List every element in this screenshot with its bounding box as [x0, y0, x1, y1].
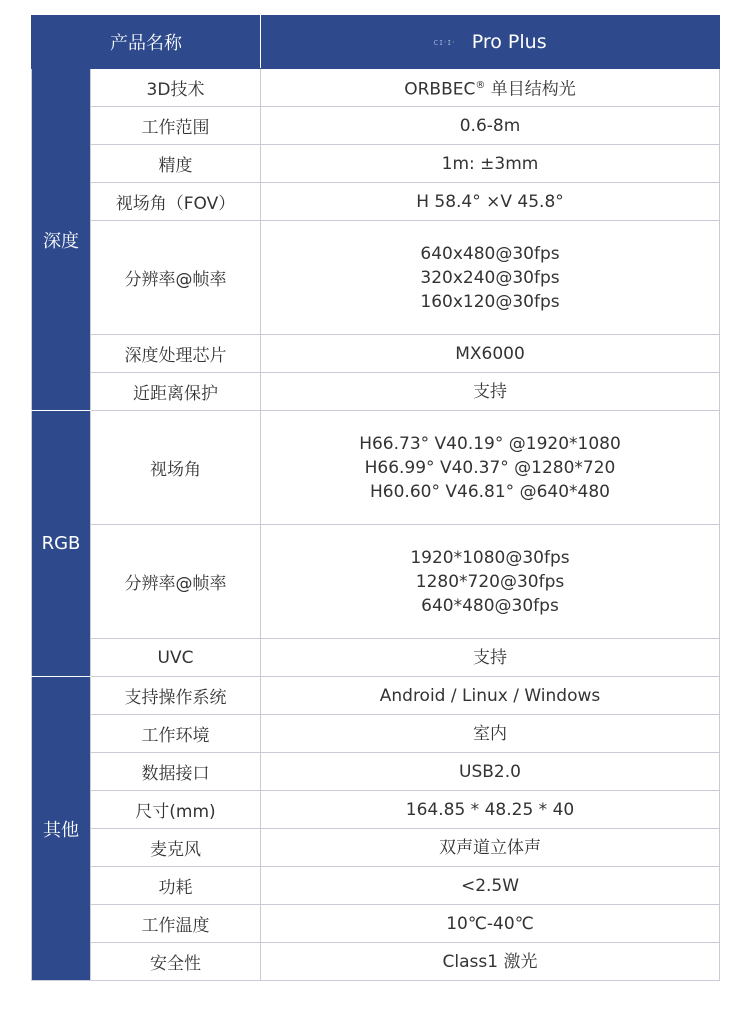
row-label: 深度处理芯片: [91, 335, 261, 373]
row-value: 1920*1080@30fps 1280*720@30fps 640*480@30fps: [261, 525, 720, 639]
row-value: 640x480@30fps 320x240@30fps 160x120@30fps: [261, 221, 720, 335]
table-row: [32, 221, 720, 335]
row-label: 视场角（FOV）: [91, 183, 261, 221]
category-depth: 深度: [32, 69, 91, 411]
category-other: 其他: [32, 677, 91, 981]
row-value: 支持: [261, 639, 720, 677]
spec-table: [31, 15, 720, 981]
row-label: 工作环境: [91, 715, 261, 753]
row-label: UVC: [91, 639, 261, 677]
table-row: [32, 183, 720, 221]
row-value: 10℃-40℃: [261, 905, 720, 943]
table-row: [32, 525, 720, 639]
row-label: 支持操作系统: [91, 677, 261, 715]
row-label: 精度: [91, 145, 261, 183]
header-product: [261, 16, 720, 69]
row-value: H66.73° V40.19° @1920*1080 H66.99° V40.37° @1280*720 H60.60° V46.81° @640*480: [261, 411, 720, 525]
table-row: [32, 107, 720, 145]
row-label: 分辨率@帧率: [91, 221, 261, 335]
header-label: 产品名称: [32, 16, 261, 69]
table-row: [32, 335, 720, 373]
table-row: [32, 411, 720, 525]
table-row: [32, 791, 720, 829]
row-label: 工作范围: [91, 107, 261, 145]
row-value: MX6000: [261, 335, 720, 373]
row-value: 支持: [261, 373, 720, 411]
row-value: 1m: ±3mm: [261, 145, 720, 183]
table-row: [32, 829, 720, 867]
row-value: ORBBEC® 单目结构光: [261, 69, 720, 107]
brand-logo-icon: ᴄɪ·ɪ·: [433, 37, 456, 48]
row-label: 工作温度: [91, 905, 261, 943]
table-row: [32, 145, 720, 183]
row-label: 视场角: [91, 411, 261, 525]
row-value: 双声道立体声: [261, 829, 720, 867]
row-value: H 58.4° ×V 45.8°: [261, 183, 720, 221]
row-value: USB2.0: [261, 753, 720, 791]
row-label: 近距离保护: [91, 373, 261, 411]
table-row: [32, 943, 720, 981]
row-label: 分辨率@帧率: [91, 525, 261, 639]
row-value: 室内: [261, 715, 720, 753]
table-row: [32, 905, 720, 943]
row-label: 功耗: [91, 867, 261, 905]
row-label: 尺寸(mm): [91, 791, 261, 829]
row-value: <2.5W: [261, 867, 720, 905]
row-label: 数据接口: [91, 753, 261, 791]
table-row: [32, 715, 720, 753]
row-label: 3D技术: [91, 69, 261, 107]
category-rgb: RGB: [32, 411, 91, 677]
row-value: Android / Linux / Windows: [261, 677, 720, 715]
row-value: 0.6-8m: [261, 107, 720, 145]
row-value: 164.85 * 48.25 * 40: [261, 791, 720, 829]
table-row: [32, 867, 720, 905]
product-name: Pro Plus: [471, 31, 547, 53]
table-row: [32, 69, 720, 107]
table-row: [32, 677, 720, 715]
table-row: [32, 639, 720, 677]
table-row: [32, 753, 720, 791]
row-label: 麦克风: [91, 829, 261, 867]
row-value: Class1 激光: [261, 943, 720, 981]
row-label: 安全性: [91, 943, 261, 981]
header-row: [32, 16, 720, 69]
table-row: [32, 373, 720, 411]
